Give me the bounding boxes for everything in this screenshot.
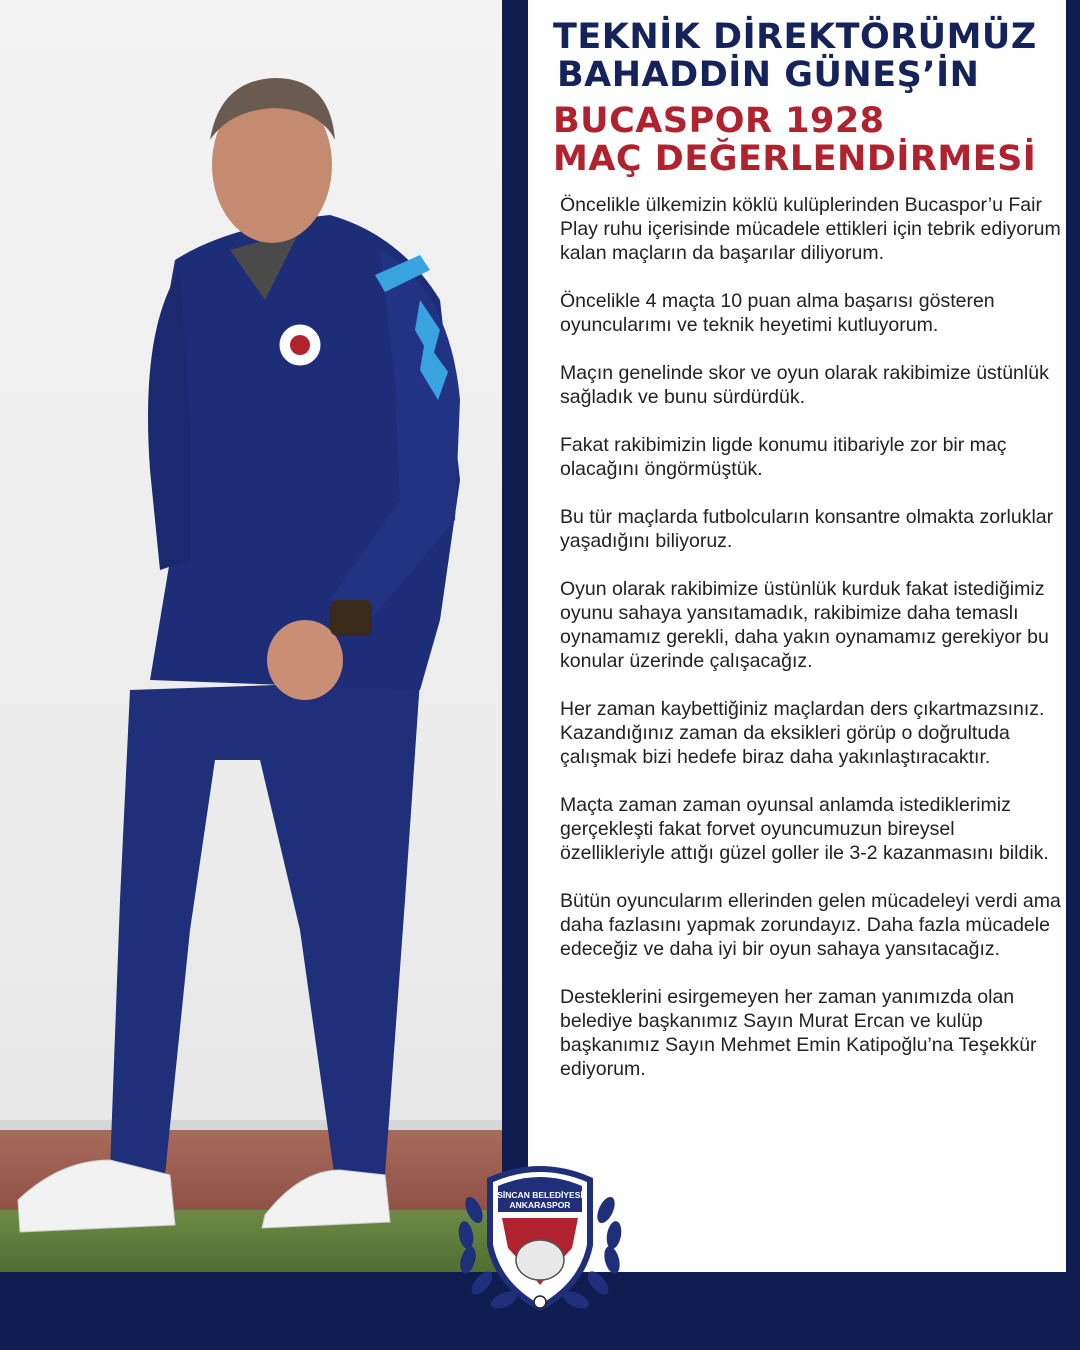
paragraph: Öncelikle ülkemizin köklü kulüplerinden Bucaspor’u Fair Play ruhu içerisinde mücadele ettikleri için tebrik ediyorum kalan maçların da başarılar diliyorum. bbox=[560, 194, 1061, 264]
frame-right bbox=[1066, 0, 1080, 1272]
paragraph: Bu tür maçlarda futbolcuların konsantre olmakta zorluklar yaşadığını biliyoruz. bbox=[560, 506, 1054, 552]
title-line-2: BAHADDİN GÜNEŞ’İN bbox=[557, 55, 980, 95]
coach-figure bbox=[0, 0, 502, 1272]
subtitle-line-2: MAÇ DEĞERLENDİRMESİ bbox=[553, 139, 1037, 179]
paragraph: Maçın genelinde skor ve oyun olarak rakibimize üstünlük sağladık ve bunu sürdürdük. bbox=[560, 362, 1049, 408]
paragraph: Maçta zaman zaman oyunsal anlamda istediklerimiz gerçekleşti fakat forvet oyuncumuzun bireysel özellikleriyle attığı güzel goller ile 3-2 kazanmasını bildik. bbox=[560, 794, 1049, 864]
paragraph: Fakat rakibimizin ligde konumu itibariyle zor bir maç olacağını öngörmüştük. bbox=[560, 434, 1007, 480]
paragraph: Oyun olarak rakibimize üstünlük kurduk fakat istediğimiz oyunu sahaya yansıtamadık, rakibimize daha temaslı oynamamız gerekli, daha yakın oynamamız gerekiyor bu konular üzerinde çalışacağız. bbox=[560, 578, 1049, 672]
title-line-1: TEKNİK DİREKTÖRÜMÜZ bbox=[553, 17, 1037, 57]
page-subtitle bbox=[553, 102, 1053, 178]
paragraph: Bütün oyuncularım ellerinden gelen mücadeleyi verdi ama daha fazlasını yapmak zorundayız. Daha fazla mücadele edeceğiz ve daha iyi bir oyun sahaya yansıtacağız. bbox=[560, 890, 1061, 960]
paragraph: Her zaman kaybettiğiniz maçlardan ders çıkartmazsınız. Kazandığınız zaman da eksikleri görüp o doğrultuda çalışmak bizi hedefe biraz daha yakınlaştıracaktır. bbox=[560, 698, 1045, 768]
coach-photo bbox=[0, 0, 502, 1272]
logo-text-line1: SİNCAN BELEDİYESİ bbox=[497, 1190, 583, 1200]
club-logo bbox=[452, 1150, 628, 1320]
paragraph-thanks: Desteklerini esirgemeyen her zaman yanımızda olan belediye başkanımız Sayın Murat Ercan ve kulüp başkanımız Sayın Mehmet Emin Katipoğlu’na Teşekkür ediyorum. bbox=[560, 986, 1037, 1080]
divider-bar bbox=[502, 0, 528, 1272]
logo-text-line2: ANKARASPOR bbox=[509, 1200, 571, 1210]
page-title bbox=[553, 18, 1053, 94]
statement-body bbox=[560, 193, 1065, 1105]
subtitle-line-1: BUCASPOR 1928 bbox=[553, 101, 885, 141]
paragraph: Öncelikle 4 maçta 10 puan alma başarısı gösteren oyuncularımı ve teknik heyetimi kutluyorum. bbox=[560, 290, 995, 336]
